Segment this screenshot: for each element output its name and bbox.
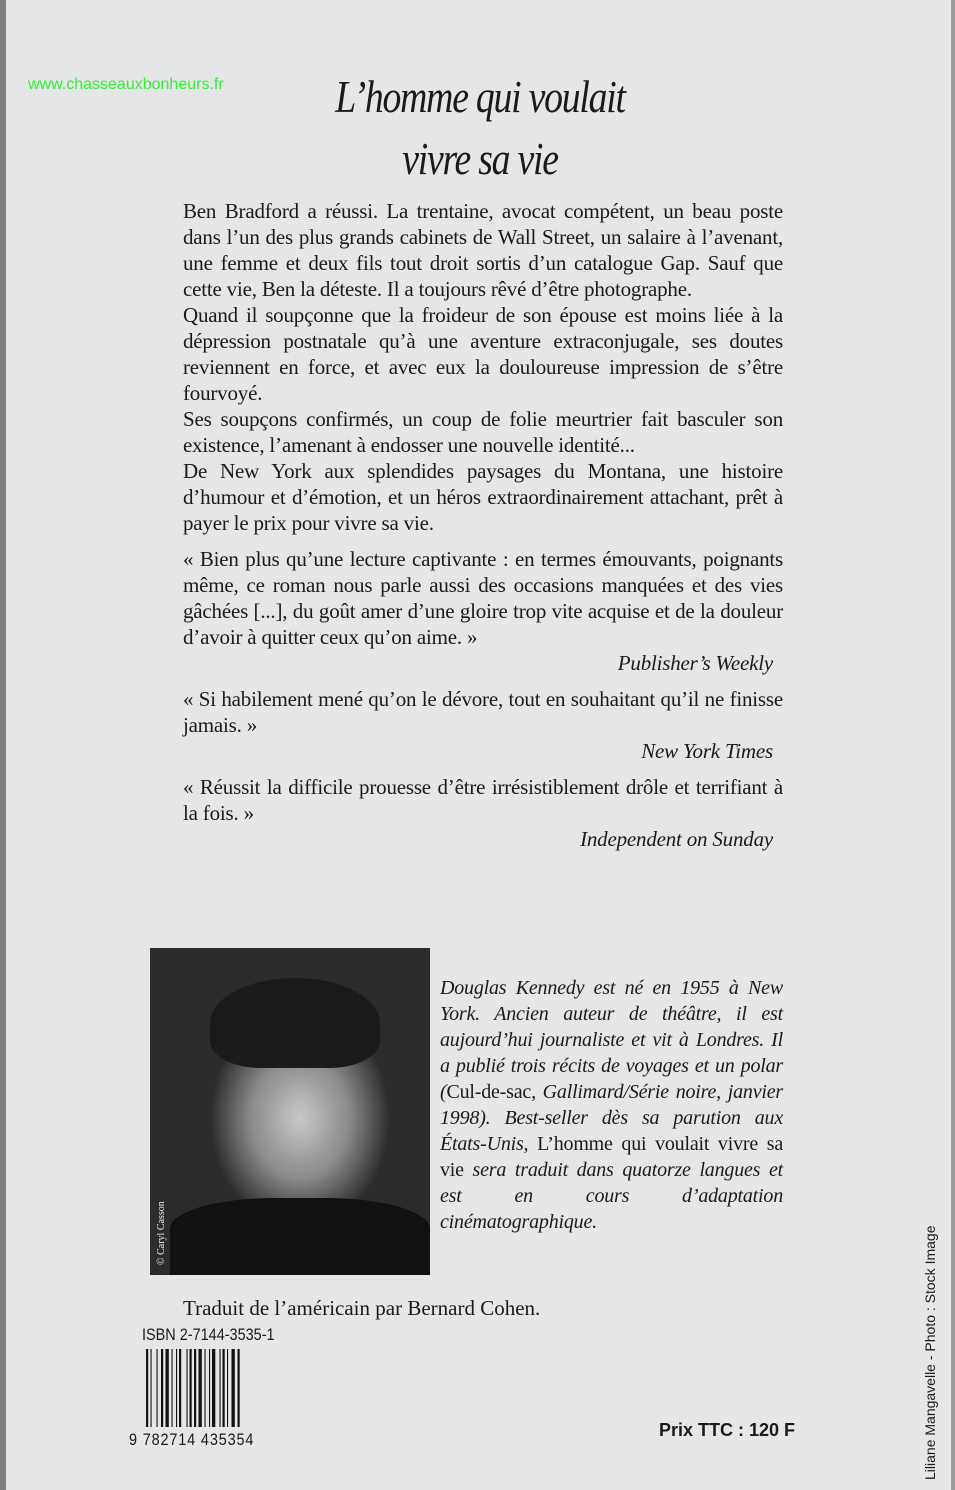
barcode-bar [179,1349,181,1427]
barcode-bar [238,1349,240,1427]
barcode-bar [161,1349,163,1427]
barcode-bar [199,1349,202,1427]
book-edge-right [951,0,955,1490]
barcode-bar [227,1349,228,1427]
barcode-bar [209,1349,210,1427]
bio-text: , Gallimard/Série noire, janvier 1998). Best-seller dès sa parution aux États-Unis, [440,1081,783,1155]
barcode-bar [232,1349,235,1427]
barcode-bar [187,1349,188,1427]
photo-jacket [170,1198,430,1275]
barcode-bar [176,1349,177,1427]
barcode-bar [220,1349,221,1427]
bio-title: L’homme qui voulait vivre sa vie [440,1133,783,1181]
barcode-bar [205,1349,206,1427]
translator: Traduit de l’américain par Bernard Cohen. [183,1296,541,1320]
barcode-bar [212,1349,215,1427]
quote: « Réussit la difficile prouesse d’être irrésistiblement drôle et terrifiant à la fois. » [183,775,783,825]
barcode-bar [194,1349,196,1427]
price: Prix TTC : 120 F [659,1420,796,1440]
barcode-digits: 9 782714 435354 [129,1430,255,1449]
author-bio [440,975,783,1235]
isbn: ISBN 2-7144-3535-1 [142,1325,275,1344]
quote-source: New York Times [641,739,773,763]
barcode-bar [146,1349,148,1427]
barcode-bar [172,1349,173,1427]
quote-source: Independent on Sunday [580,827,773,851]
barcode [146,1349,268,1427]
barcode-bar [190,1349,192,1427]
quote-source: Publisher’s Weekly [617,651,773,675]
quote: « Bien plus qu’une lecture captivante : en termes émouvants, poignants même, ce roman nous parle aussi des occasions manquées et des vies gâchées [...], du goût amer d’une gloire trop vite acquise et de la douleur d’avoir à quitter ceux qu’on aime. » [183,547,783,649]
barcode-bar [151,1349,152,1427]
side-credit: Liliane Mangavelle - Photo : Stock Image [922,1225,938,1480]
barcode-bar [166,1349,169,1427]
title-line-1: L’homme qui voulait [335,71,625,122]
photo-credit: © Caryl Casson [156,1201,167,1265]
watermark: www.chasseauxbonheurs.fr [28,76,224,93]
quote: « Si habilement mené qu’on le dévore, tout en souhaitant qu’il ne finisse jamais. » [183,687,783,737]
paragraph: Ses soupçons confirmés, un coup de folie meurtrier fait basculer son existence, l’amenant à endosser une nouvelle identité... [183,407,783,457]
bio-text: sera traduit dans quatorze langues et est en cours d’adaptation cinématographique. [440,1159,783,1233]
author-photo [150,948,430,1275]
bio-title: Cul-de-sac [446,1081,532,1103]
paragraph: Ben Bradford a réussi. La trentaine, avocat compétent, un beau poste dans l’un des plus grands cabinets de Wall Street, un salaire à l’avenant, une femme et deux fils tout droit sortis d’un catalogue Gap. Sauf que cette vie, Ben la déteste. Il a toujours rêvé d’être photographe. [183,199,783,301]
blurb [183,198,783,852]
title-line-2: vivre sa vie [402,133,558,184]
photo-hair [210,978,380,1068]
bio-text: Douglas Kennedy est né en 1955 à New York. Ancien auteur de théâtre, il est aujourd’hui journaliste et vit à Londres. Il a publié trois récits de voyages et un polar ( [440,977,783,1103]
book-edge [0,0,6,1490]
paragraph: De New York aux splendides paysages du Montana, une histoire d’humour et d’émotion, et un héros extraordinairement attachant, prêt à payer le prix pour vivre sa vie. [183,459,783,535]
barcode-bar [223,1349,225,1427]
paragraph: Quand il soupçonne que la froideur de son épouse est moins liée à la dépression postnatale qu’à une aventure extraconjugale, ses doutes reviennent en force, et avec eux la douloureuse impression de s’être fourvoyé. [183,303,783,405]
book-title [308,66,652,190]
barcode-bar [157,1349,158,1427]
